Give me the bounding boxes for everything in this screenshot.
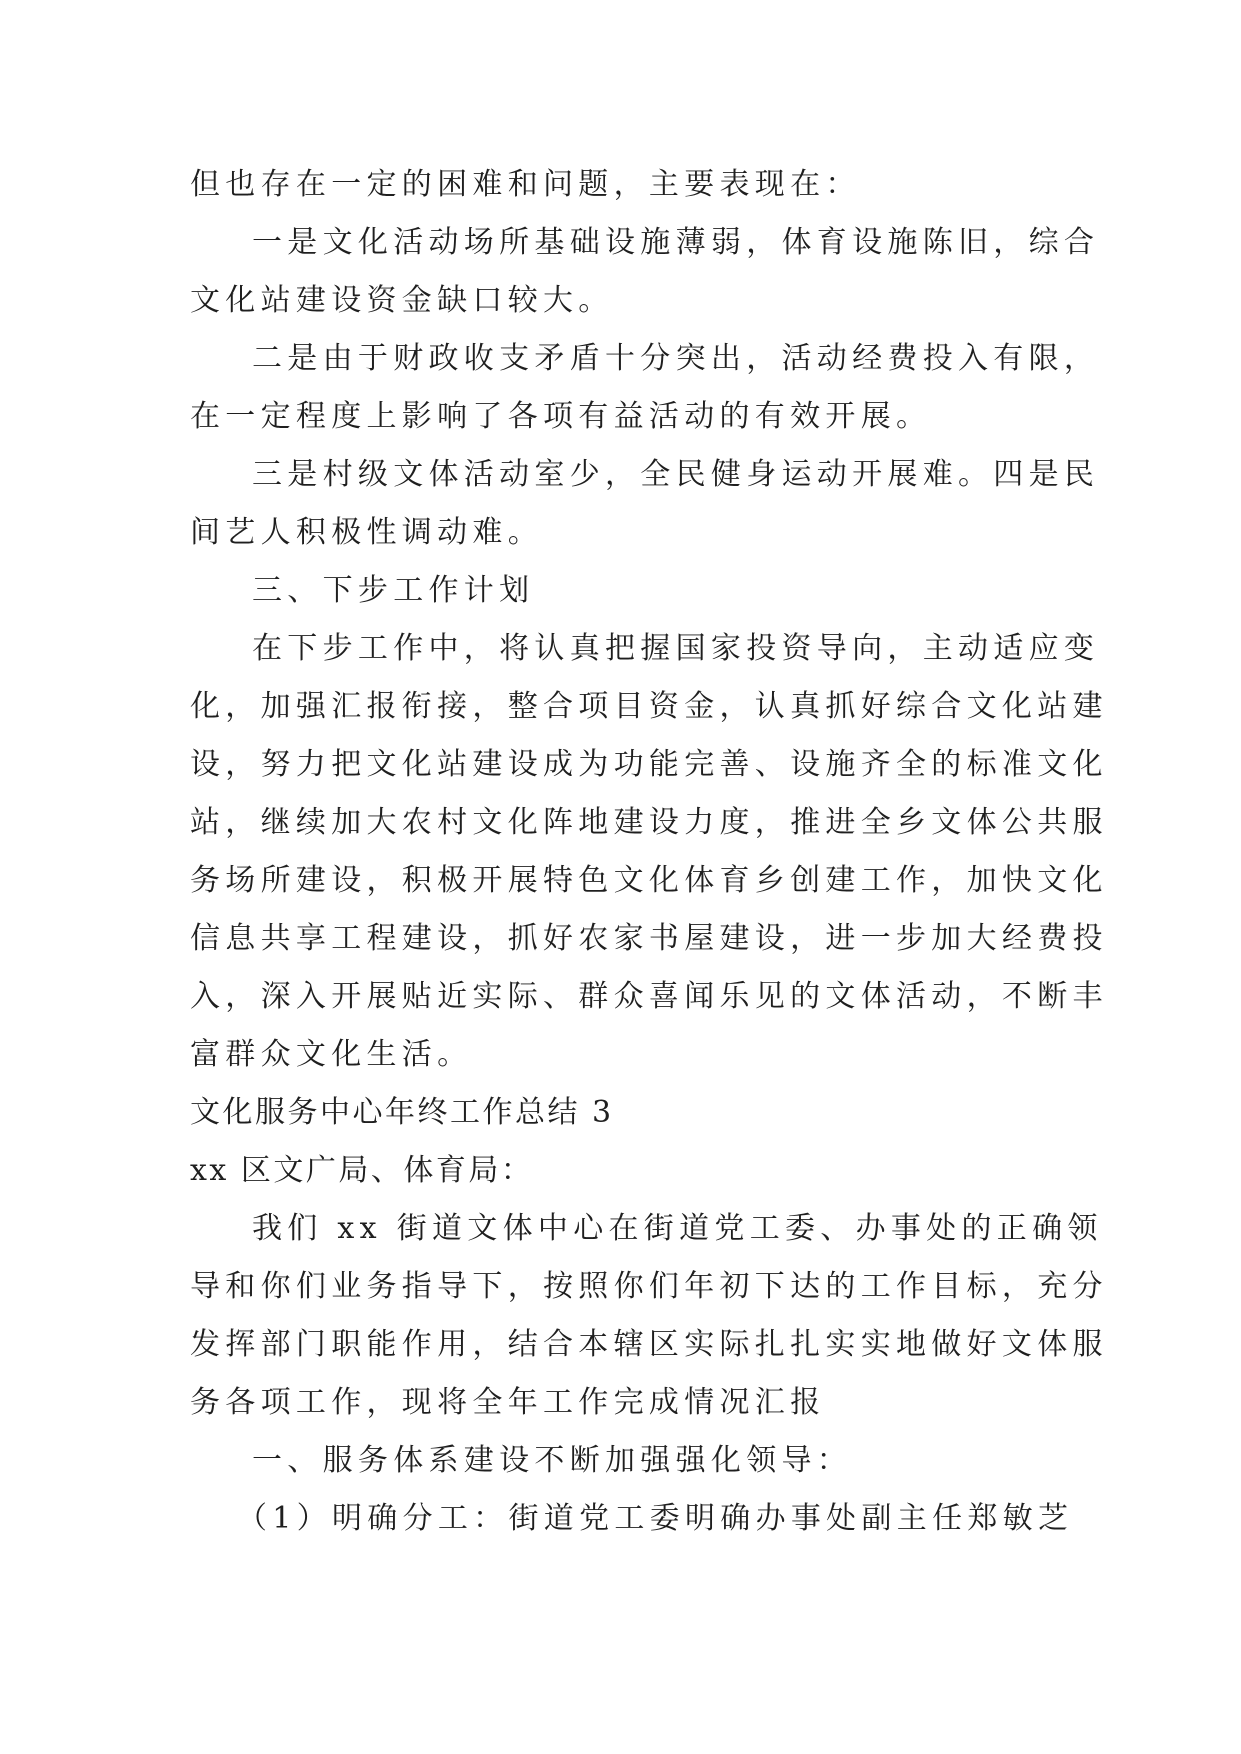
paragraph-line: 务场所建设，积极开展特色文化体育乡创建工作，加快文化 bbox=[190, 863, 1108, 898]
paragraph-line: 导和你们业务指导下，按照你们年初下达的工作目标，充分 bbox=[190, 1269, 1108, 1304]
paragraph-line: 一是文化活动场所基础设施薄弱，体育设施陈旧，综合 bbox=[252, 225, 1100, 260]
paragraph-line: 在下步工作中，将认真把握国家投资导向，主动适应变 bbox=[252, 631, 1100, 666]
paragraph-line: 二是由于财政收支矛盾十分突出，活动经费投入有限， bbox=[252, 341, 1100, 376]
section-heading: 一、服务体系建设不断加强强化领导： bbox=[252, 1443, 853, 1478]
paragraph-line: （1）明确分工：街道党工委明确办事处副主任郑敏芝 bbox=[237, 1501, 1074, 1536]
paragraph-line: 入，深入开展贴近实际、群众喜闻乐见的文体活动，不断丰 bbox=[190, 979, 1108, 1014]
paragraph-line: 设，努力把文化站建设成为功能完善、设施齐全的标准文化 bbox=[190, 747, 1108, 782]
paragraph-line: 但也存在一定的困难和问题，主要表现在： bbox=[190, 167, 861, 202]
paragraph-line: 三是村级文体活动室少，全民健身运动开展难。四是民 bbox=[252, 457, 1100, 492]
section-heading: 三、下步工作计划 bbox=[252, 573, 535, 608]
paragraph-line: 文化站建设资金缺口较大。 bbox=[190, 283, 614, 318]
salutation: xx 区文广局、体育局： bbox=[190, 1153, 534, 1188]
paragraph-line: 我们 xx 街道文体中心在街道党工委、办事处的正确领 bbox=[252, 1211, 1103, 1246]
paragraph-line: 务各项工作，现将全年工作完成情况汇报 bbox=[190, 1385, 826, 1420]
paragraph-line: 站，继续加大农村文化阵地建设力度，推进全乡文体公共服 bbox=[190, 805, 1108, 840]
paragraph-line: 发挥部门职能作用，结合本辖区实际扎扎实实地做好文体服 bbox=[190, 1327, 1108, 1362]
paragraph-line: 信息共享工程建设，抓好农家书屋建设，进一步加大经费投 bbox=[190, 921, 1108, 956]
paragraph-line: 间艺人积极性调动难。 bbox=[190, 515, 543, 550]
body-text bbox=[190, 156, 1108, 1548]
paragraph-line: 富群众文化生活。 bbox=[190, 1037, 473, 1072]
paragraph-line: 在一定程度上影响了各项有益活动的有效开展。 bbox=[190, 399, 932, 434]
document-title: 文化服务中心年终工作总结 3 bbox=[190, 1095, 614, 1130]
paragraph-line: 化，加强汇报衔接，整合项目资金，认真抓好综合文化站建 bbox=[190, 689, 1108, 724]
